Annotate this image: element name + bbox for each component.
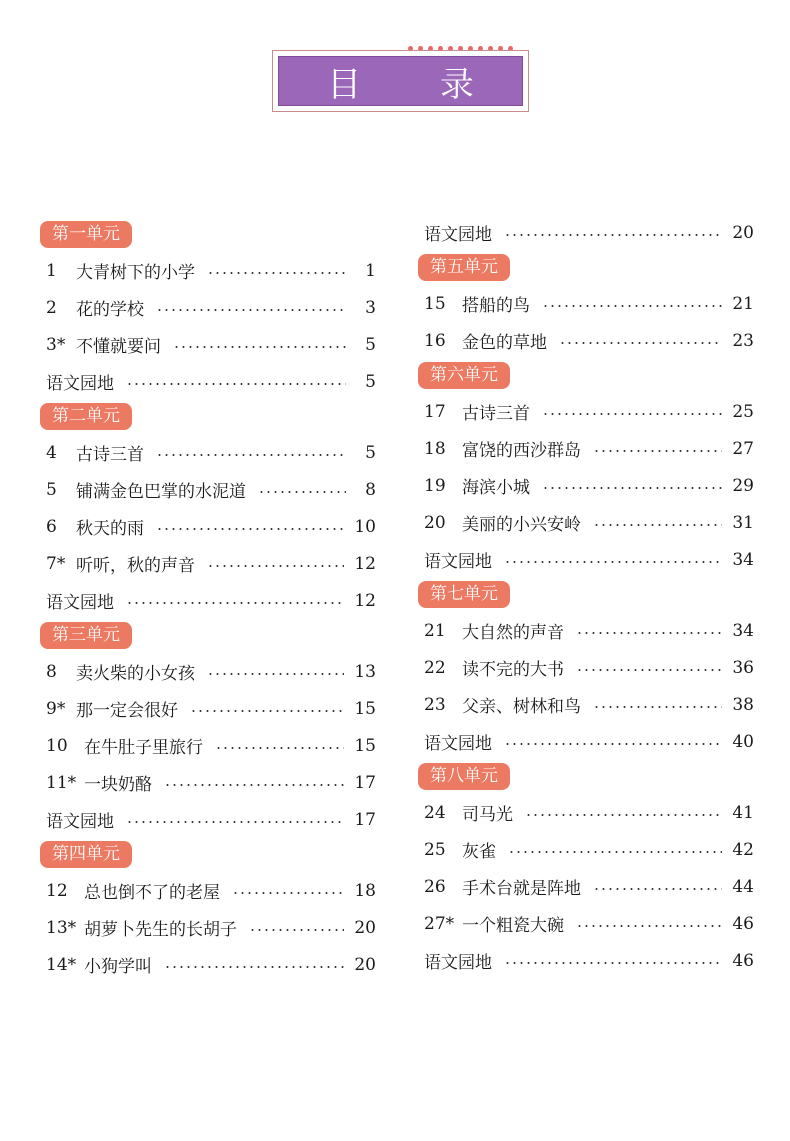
leader-dots	[542, 487, 722, 489]
leader-dots	[164, 784, 344, 786]
toc-entry[interactable]: 22 读不完的大书 36	[424, 657, 754, 680]
unit-tag-8[interactable]: 第八单元	[418, 763, 510, 790]
unit-tag-3[interactable]: 第三单元	[40, 622, 132, 649]
leader-dots	[215, 747, 344, 749]
toc-entry[interactable]: 26 手术台就是阵地 44	[424, 876, 754, 899]
leader-dots	[164, 966, 344, 968]
leader-dots	[207, 673, 344, 675]
leader-dots	[576, 669, 722, 671]
leader-dots	[126, 602, 344, 604]
toc-entry[interactable]: 3* 不懂就要问 5	[46, 334, 376, 357]
leader-dots	[542, 413, 722, 415]
toc-entry[interactable]: 18 富饶的西沙群岛 27	[424, 438, 754, 461]
leader-dots	[126, 383, 346, 385]
toc-entry[interactable]: 11* 一块奶酪 17	[46, 772, 376, 795]
toc-entry[interactable]: 20 美丽的小兴安岭 31	[424, 512, 754, 535]
page-title: 目 录	[278, 56, 523, 106]
leader-dots	[173, 346, 346, 348]
toc-right-column	[424, 214, 754, 979]
toc-entry[interactable]: 4 古诗三首 5	[46, 442, 376, 465]
toc-entry[interactable]: 21 大自然的声音 34	[424, 620, 754, 643]
toc-entry[interactable]: 15 搭船的鸟 21	[424, 293, 754, 316]
unit-tag-7[interactable]: 第七单元	[418, 581, 510, 608]
leader-dots	[258, 491, 346, 493]
toc-entry-yuwen-yuandi[interactable]: 语文园地 34	[424, 549, 754, 572]
toc-entry-yuwen-yuandi[interactable]: 语文园地 46	[424, 950, 754, 973]
toc-entry[interactable]: 10 在牛肚子里旅行 15	[46, 735, 376, 758]
leader-dots	[156, 309, 346, 311]
toc-entry[interactable]: 17 古诗三首 25	[424, 401, 754, 424]
leader-dots	[190, 710, 344, 712]
toc-entry[interactable]: 27* 一个粗瓷大碗 46	[424, 913, 754, 936]
toc-entry[interactable]: 1 大青树下的小学 1	[46, 260, 376, 283]
leader-dots	[232, 892, 344, 894]
leader-dots	[576, 925, 722, 927]
leader-dots	[593, 524, 722, 526]
leader-dots	[542, 305, 722, 307]
leader-dots	[593, 888, 722, 890]
toc-entry[interactable]: 7* 听听，秋的声音 12	[46, 553, 376, 576]
toc-entry[interactable]: 25 灰雀 42	[424, 839, 754, 862]
leader-dots	[508, 851, 722, 853]
toc-entry[interactable]: 13* 胡萝卜先生的长胡子 20	[46, 917, 376, 940]
leader-dots	[126, 821, 344, 823]
leader-dots	[504, 743, 722, 745]
toc-entry[interactable]: 2 花的学校 3	[46, 297, 376, 320]
toc-entry-yuwen-yuandi[interactable]: 语文园地 5	[46, 371, 376, 394]
leader-dots	[207, 565, 344, 567]
toc-entry[interactable]: 9* 那一定会很好 15	[46, 698, 376, 721]
unit-tag-5[interactable]: 第五单元	[418, 254, 510, 281]
toc-entry[interactable]: 14* 小狗学叫 20	[46, 954, 376, 977]
unit-tag-1[interactable]: 第一单元	[40, 221, 132, 248]
leader-dots	[593, 706, 722, 708]
toc-entry-yuwen-yuandi[interactable]: 语文园地 20	[424, 222, 754, 245]
unit-tag-2[interactable]: 第二单元	[40, 403, 132, 430]
toc-left-column	[46, 218, 376, 983]
leader-dots	[249, 929, 344, 931]
unit-tag-6[interactable]: 第六单元	[418, 362, 510, 389]
leader-dots	[525, 814, 722, 816]
toc-entry[interactable]: 16 金色的草地 23	[424, 330, 754, 353]
toc-entry[interactable]: 6 秋天的雨 10	[46, 516, 376, 539]
toc-entry[interactable]: 24 司马光 41	[424, 802, 754, 825]
leader-dots	[156, 454, 346, 456]
toc-entry[interactable]: 19 海滨小城 29	[424, 475, 754, 498]
toc-entry-yuwen-yuandi[interactable]: 语文园地 17	[46, 809, 376, 832]
toc-entry-yuwen-yuandi[interactable]: 语文园地 12	[46, 590, 376, 613]
leader-dots	[504, 234, 722, 236]
toc-entry[interactable]: 8 卖火柴的小女孩 13	[46, 661, 376, 684]
toc-title-block	[272, 50, 529, 112]
unit-tag-4[interactable]: 第四单元	[40, 841, 132, 868]
toc-entry[interactable]: 23 父亲、树林和鸟 38	[424, 694, 754, 717]
leader-dots	[156, 528, 344, 530]
leader-dots	[207, 272, 346, 274]
leader-dots	[593, 450, 722, 452]
leader-dots	[559, 342, 722, 344]
toc-entry[interactable]: 5 铺满金色巴掌的水泥道 8	[46, 479, 376, 502]
toc-entry[interactable]: 12 总也倒不了的老屋 18	[46, 880, 376, 903]
leader-dots	[504, 962, 722, 964]
toc-entry-yuwen-yuandi[interactable]: 语文园地 40	[424, 731, 754, 754]
leader-dots	[576, 632, 722, 634]
leader-dots	[504, 561, 722, 563]
